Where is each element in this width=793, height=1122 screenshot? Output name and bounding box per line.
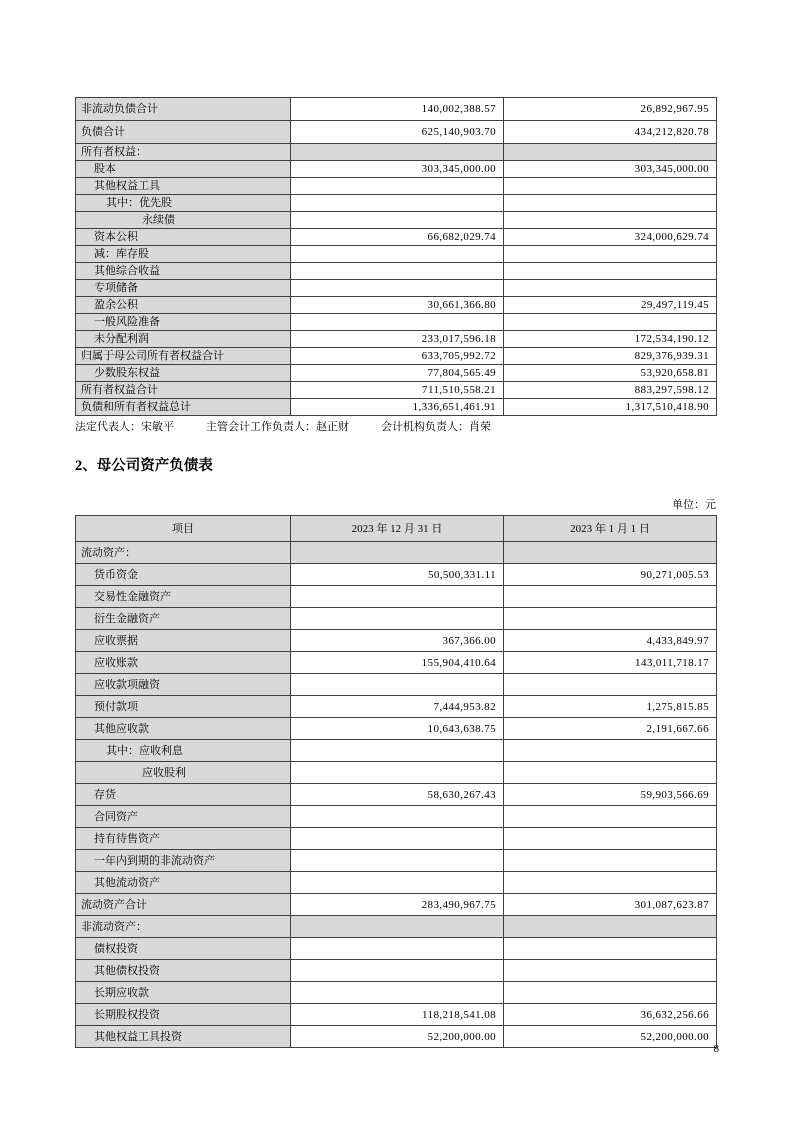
table-row: [76, 178, 717, 195]
value-prior-period: [504, 872, 717, 894]
value-current-period: 118,218,541.08: [291, 1004, 504, 1026]
value-current-period: [291, 608, 504, 630]
value-prior-period: [504, 178, 717, 195]
signature-line: [75, 420, 716, 434]
row-label: 未分配利润: [76, 331, 291, 348]
table-row: [76, 696, 717, 718]
row-label: 流动资产：: [76, 542, 291, 564]
value-prior-period: [504, 960, 717, 982]
value-current-period: 7,444,953.82: [291, 696, 504, 718]
value-prior-period: [504, 608, 717, 630]
table-row: [76, 331, 717, 348]
table-row: [76, 1004, 717, 1026]
row-label: 应收票据: [76, 630, 291, 652]
row-label: 其中：优先股: [76, 195, 291, 212]
value-current-period: [291, 586, 504, 608]
row-label: 其他债权投资: [76, 960, 291, 982]
table-row: [76, 586, 717, 608]
value-prior-period: 829,376,939.31: [504, 348, 717, 365]
value-current-period: 58,630,267.43: [291, 784, 504, 806]
value-current-period: [291, 806, 504, 828]
value-prior-period: 52,200,000.00: [504, 1026, 717, 1048]
row-label: 其中：应收利息: [76, 740, 291, 762]
value-current-period: 303,345,000.00: [291, 161, 504, 178]
value-current-period: [291, 314, 504, 331]
value-prior-period: 4,433,849.97: [504, 630, 717, 652]
table-header-row: [76, 516, 717, 542]
value-prior-period: 143,011,718.17: [504, 652, 717, 674]
row-label: 少数股东权益: [76, 365, 291, 382]
legal-representative-label: 法定代表人：宋敏平: [75, 421, 174, 433]
value-current-period: [291, 195, 504, 212]
table-row: [76, 718, 717, 740]
table-row: [76, 564, 717, 586]
value-prior-period: 172,534,190.12: [504, 331, 717, 348]
value-prior-period: 53,920,658.81: [504, 365, 717, 382]
table-row: [76, 246, 717, 263]
value-prior-period: [504, 806, 717, 828]
value-prior-period: [504, 144, 717, 161]
value-prior-period: 29,497,119.45: [504, 297, 717, 314]
value-current-period: 711,510,558.21: [291, 382, 504, 399]
row-label: 专项储备: [76, 280, 291, 297]
value-current-period: 155,904,410.64: [291, 652, 504, 674]
value-current-period: 283,490,967.75: [291, 894, 504, 916]
value-prior-period: 434,212,820.78: [504, 121, 717, 144]
value-prior-period: [504, 982, 717, 1004]
value-prior-period: 303,345,000.00: [504, 161, 717, 178]
row-label: 应收款项融资: [76, 674, 291, 696]
table-row: [76, 674, 717, 696]
table-row: [76, 195, 717, 212]
row-label: 其他权益工具: [76, 178, 291, 195]
row-label: 负债和所有者权益总计: [76, 399, 291, 416]
table-row: [76, 806, 717, 828]
table-row: [76, 212, 717, 229]
value-prior-period: [504, 938, 717, 960]
value-current-period: [291, 178, 504, 195]
table-row: [76, 872, 717, 894]
row-label: 永续债: [76, 212, 291, 229]
value-current-period: [291, 246, 504, 263]
table-row: [76, 784, 717, 806]
table-row: [76, 828, 717, 850]
row-label: 其他权益工具投资: [76, 1026, 291, 1048]
value-prior-period: 324,000,629.74: [504, 229, 717, 246]
value-current-period: [291, 144, 504, 161]
value-current-period: [291, 740, 504, 762]
value-prior-period: 26,892,967.95: [504, 98, 717, 121]
row-label: 预付款项: [76, 696, 291, 718]
row-label: 债权投资: [76, 938, 291, 960]
value-current-period: 77,804,565.49: [291, 365, 504, 382]
value-current-period: [291, 938, 504, 960]
row-label: 其他综合收益: [76, 263, 291, 280]
value-current-period: [291, 542, 504, 564]
table-row: [76, 982, 717, 1004]
value-current-period: 625,140,903.70: [291, 121, 504, 144]
value-current-period: 10,643,638.75: [291, 718, 504, 740]
value-prior-period: 90,271,005.53: [504, 564, 717, 586]
value-current-period: 233,017,596.18: [291, 331, 504, 348]
value-current-period: [291, 263, 504, 280]
table-row: [76, 740, 717, 762]
row-label: 股本: [76, 161, 291, 178]
table-row: [76, 98, 717, 121]
value-prior-period: [504, 586, 717, 608]
value-current-period: [291, 872, 504, 894]
value-prior-period: 301,087,623.87: [504, 894, 717, 916]
table-row: [76, 161, 717, 178]
row-label: 存货: [76, 784, 291, 806]
value-current-period: 140,002,388.57: [291, 98, 504, 121]
table-row: [76, 144, 717, 161]
value-current-period: [291, 916, 504, 938]
row-label: 货币资金: [76, 564, 291, 586]
table-row: [76, 916, 717, 938]
row-label: 非流动负债合计: [76, 98, 291, 121]
row-label: 所有者权益：: [76, 144, 291, 161]
table-row: [76, 960, 717, 982]
chief-accounting-officer-label: 主管会计工作负责人：赵正财: [206, 421, 349, 433]
row-label: 应收股利: [76, 762, 291, 784]
column-header-item: 项目: [76, 516, 291, 542]
consolidated-balance-sheet-table: [75, 97, 717, 416]
table-row: [76, 121, 717, 144]
row-label: 归属于母公司所有者权益合计: [76, 348, 291, 365]
value-current-period: [291, 850, 504, 872]
value-prior-period: [504, 674, 717, 696]
table-row: [76, 229, 717, 246]
value-prior-period: [504, 850, 717, 872]
table-row: [76, 938, 717, 960]
row-label: 所有者权益合计: [76, 382, 291, 399]
accounting-department-head-label: 会计机构负责人：肖荣: [381, 421, 491, 433]
table-row: [76, 762, 717, 784]
row-label: 盈余公积: [76, 297, 291, 314]
row-label: 减：库存股: [76, 246, 291, 263]
value-prior-period: [504, 762, 717, 784]
row-label: 一年内到期的非流动资产: [76, 850, 291, 872]
unit-label: 单位：元: [672, 499, 716, 511]
value-prior-period: 883,297,598.12: [504, 382, 717, 399]
value-current-period: 50,500,331.11: [291, 564, 504, 586]
table-row: [76, 297, 717, 314]
table-row: [76, 348, 717, 365]
row-label: 资本公积: [76, 229, 291, 246]
value-current-period: 367,366.00: [291, 630, 504, 652]
page-number: 8: [713, 1043, 719, 1055]
column-header-period-begin: 2023 年 1 月 1 日: [504, 516, 717, 542]
value-current-period: 52,200,000.00: [291, 1026, 504, 1048]
table-row: [76, 542, 717, 564]
row-label: 长期股权投资: [76, 1004, 291, 1026]
row-label: 其他流动资产: [76, 872, 291, 894]
value-current-period: [291, 828, 504, 850]
table-row: [76, 365, 717, 382]
value-prior-period: [504, 263, 717, 280]
table-row: [76, 382, 717, 399]
value-prior-period: [504, 246, 717, 263]
value-prior-period: [504, 314, 717, 331]
table-row: [76, 894, 717, 916]
value-prior-period: 36,632,256.66: [504, 1004, 717, 1026]
column-header-period-end: 2023 年 12 月 31 日: [291, 516, 504, 542]
row-label: 长期应收款: [76, 982, 291, 1004]
value-prior-period: [504, 195, 717, 212]
row-label: 负债合计: [76, 121, 291, 144]
row-label: 流动资产合计: [76, 894, 291, 916]
row-label: 应收账款: [76, 652, 291, 674]
row-label: 一般风险准备: [76, 314, 291, 331]
value-prior-period: [504, 916, 717, 938]
value-prior-period: 59,903,566.69: [504, 784, 717, 806]
value-current-period: [291, 674, 504, 696]
value-current-period: [291, 212, 504, 229]
value-prior-period: [504, 280, 717, 297]
row-label: 持有待售资产: [76, 828, 291, 850]
table-row: [76, 1026, 717, 1048]
value-prior-period: [504, 740, 717, 762]
value-current-period: [291, 982, 504, 1004]
value-current-period: 633,705,992.72: [291, 348, 504, 365]
report-page-content: [75, 97, 716, 1048]
value-prior-period: [504, 212, 717, 229]
value-prior-period: 2,191,667.66: [504, 718, 717, 740]
value-current-period: [291, 960, 504, 982]
table-row: [76, 314, 717, 331]
table-row: [76, 280, 717, 297]
row-label: 衍生金融资产: [76, 608, 291, 630]
row-label: 其他应收款: [76, 718, 291, 740]
value-current-period: [291, 762, 504, 784]
row-label: 合同资产: [76, 806, 291, 828]
value-current-period: 1,336,651,461.91: [291, 399, 504, 416]
table-row: [76, 399, 717, 416]
table-row: [76, 850, 717, 872]
table-row: [76, 652, 717, 674]
row-label: 非流动资产：: [76, 916, 291, 938]
parent-company-balance-sheet-table: [75, 515, 717, 1048]
value-prior-period: 1,317,510,418.90: [504, 399, 717, 416]
value-prior-period: [504, 542, 717, 564]
table-row: [76, 263, 717, 280]
value-prior-period: 1,275,815.85: [504, 696, 717, 718]
value-current-period: 30,661,366.80: [291, 297, 504, 314]
value-prior-period: [504, 828, 717, 850]
value-current-period: 66,682,029.74: [291, 229, 504, 246]
value-current-period: [291, 280, 504, 297]
row-label: 交易性金融资产: [76, 586, 291, 608]
table-row: [76, 608, 717, 630]
table-row: [76, 630, 717, 652]
section-title: 2、母公司资产负债表: [75, 458, 213, 474]
